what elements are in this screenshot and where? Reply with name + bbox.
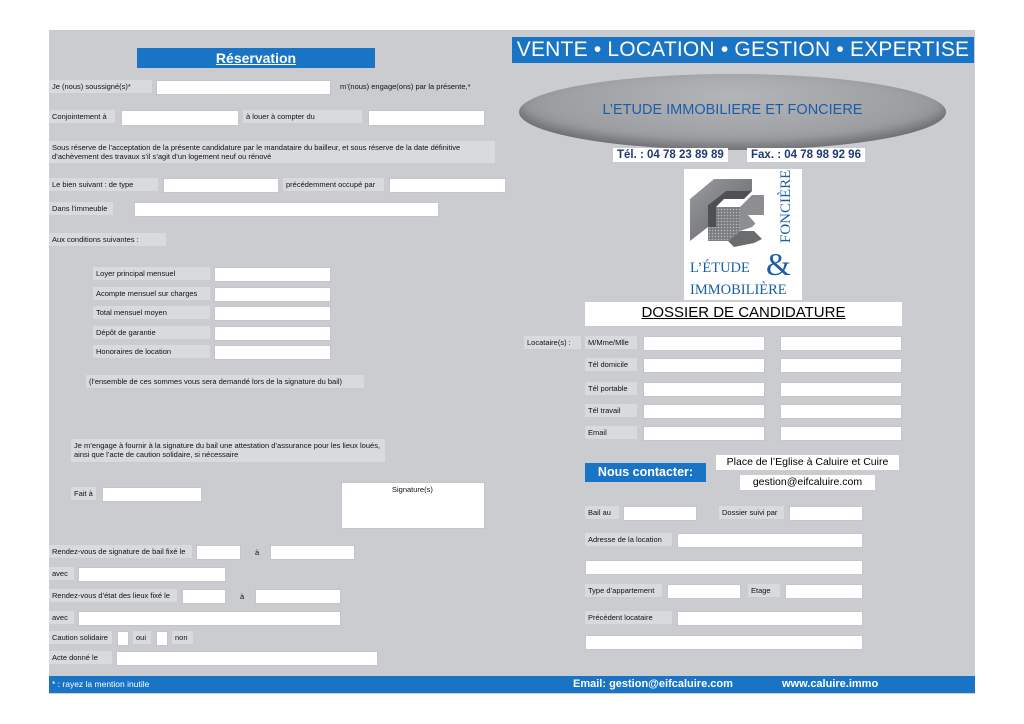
conditions-label: Aux conditions suivantes : [49,233,166,246]
precedent-locataire-label: Précédent locataire [585,611,672,624]
acte-field[interactable] [116,651,378,666]
type-appartement-field[interactable] [667,584,741,599]
total-label: Total mensuel moyen [93,306,210,319]
locataire2-civilite-field[interactable] [780,336,902,351]
avec2-label: avec [49,611,74,624]
avec1-label: avec [49,567,74,580]
services-banner: VENTE • LOCATION • GESTION • EXPERTISE [512,37,974,63]
bien-type-label: Le bien suivant : de type [49,178,158,191]
dossier-suivi-label: Dossier suivi par [719,506,784,519]
adresse-location-field[interactable] [677,533,863,548]
caution-non-label: non [172,631,193,644]
rdv-etat-date-field[interactable] [182,589,226,604]
tel-domicile-label: Tél domicile [585,358,637,371]
locataire1-email-field[interactable] [643,426,765,441]
footer-website[interactable]: www.caluire.immo [782,678,879,690]
tel-travail-label: Tél travail [585,404,637,417]
logo-immobiliere-text: IMMOBILIÈRE [690,282,787,298]
fax: Fax. : 04 78 98 92 96 [747,148,865,162]
locataire1-tel-domicile-field[interactable] [643,358,765,373]
caution-label: Caution solidaire [49,631,112,644]
logo-ampersand: & [766,246,791,282]
locataires-label: Locataire(s) : [524,336,581,349]
rdv-bail-a-label: à [255,548,260,557]
bien-type-field[interactable] [163,178,279,193]
contact-email[interactable]: gestion@eifcaluire.com [740,475,875,490]
acompte-label: Acompte mensuel sur charges [93,287,210,300]
etage-label: Etage [748,584,780,597]
telephone: Tél. : 04 78 23 89 89 [613,148,728,162]
avec2-field[interactable] [78,611,341,626]
caution-oui-label: oui [133,631,151,644]
fait-a-label: Fait à [71,487,96,500]
avec1-field[interactable] [78,567,226,582]
rdv-etat-a-label: à [240,592,245,601]
locataire2-tel-domicile-field[interactable] [780,358,902,373]
total-field[interactable] [214,306,331,321]
civilite-label: M/Mme/Mlle [585,336,637,349]
acompte-field[interactable] [214,287,331,302]
conjointement-label: Conjointement à [49,110,115,123]
soussigne-label: Je (nous) soussigné(s)* [49,80,152,93]
depot-field[interactable] [214,326,331,341]
tel-portable-label: Tél portable [585,382,637,395]
precedemment-label: précédemment occupé par [283,178,384,191]
adresse-location-field-2[interactable] [585,560,863,575]
reservation-title: Réservation [137,48,375,68]
bail-au-label: Bail au [585,506,619,519]
conjointement-field[interactable] [121,110,239,126]
locataire1-civilite-field[interactable] [643,336,765,351]
contact-title: Nous contacter: [585,463,706,482]
louer-date-field[interactable] [368,110,485,126]
locataire2-tel-portable-field[interactable] [780,382,902,397]
email-label: Email [585,426,637,439]
dossier-title: DOSSIER DE CANDIDATURE [585,302,902,326]
rdv-bail-label: Rendez-vous de signature de bail fixé le [49,545,192,558]
acte-label: Acte donné le [49,651,112,664]
honoraires-field[interactable] [214,345,331,360]
sous-reserve-text: Sous réserve de l’acceptation de la présente candidature par le mandataire du bailleur, et sous réserve de la date définitive d’achèvement des travaux s’il s’agit d’un logement neuf ou rénové [49,141,495,163]
locataire1-tel-portable-field[interactable] [643,382,765,397]
depot-label: Dépôt de garantie [93,326,210,339]
precedent-locataire-field-2[interactable] [585,635,863,650]
contact-address: Place de l’Eglise à Caluire et Cuire [716,455,899,470]
caution-oui-checkbox[interactable] [117,631,129,646]
soussigne-field[interactable] [156,80,331,95]
precedemment-field[interactable] [389,178,506,193]
honoraires-label: Honoraires de location [93,345,210,358]
rdv-etat-label: Rendez-vous d’état des lieux fixé le [49,589,177,602]
engage-label: m’(nous) engage(ons) par la présente,* [340,82,471,91]
type-appartement-label: Type d’appartement [585,584,662,597]
logo-graphic-icon [684,169,802,300]
locataire1-tel-travail-field[interactable] [643,404,765,419]
footer-email[interactable]: Email: gestion@eifcaluire.com [573,678,733,690]
footer-note: * : rayez la mention inutile [52,679,150,689]
rdv-bail-date-field[interactable] [196,545,241,560]
bail-au-field[interactable] [623,506,697,521]
signature-label: Signature(s) [392,485,433,494]
adresse-location-label: Adresse de la location [585,533,672,546]
rdv-bail-time-field[interactable] [270,545,355,560]
logo-letude-text: L’ÉTUDE [690,260,750,276]
locataire2-tel-travail-field[interactable] [780,404,902,419]
rdv-etat-time-field[interactable] [255,589,341,604]
agency-name: L’ETUDE IMMOBILIERE ET FONCIERE [602,102,863,118]
loyer-label: Loyer principal mensuel [93,267,210,280]
locataire2-email-field[interactable] [780,426,902,441]
precedent-locataire-field[interactable] [677,611,863,626]
agency-logo [684,169,802,300]
dossier-suivi-field[interactable] [789,506,863,521]
immeuble-field[interactable] [134,202,439,217]
caution-non-checkbox[interactable] [156,631,168,646]
logo-fonciere-text: FONCIÈRE [778,169,794,243]
fait-a-field[interactable] [102,487,202,502]
etage-field[interactable] [785,584,863,599]
immeuble-label: Dans l’immeuble [49,202,113,215]
louer-label: à louer à compter du [243,110,362,123]
engagement-text: Je m’engage à fournir à la signature du bail une attestation d’assurance pour les lieux loués, ainsi que l’acte de caution solidaire, si nécessaire [71,439,385,462]
loyer-field[interactable] [214,267,331,282]
ensemble-note: (l’ensemble de ces sommes vous sera demandé lors de la signature du bail) [86,375,364,388]
